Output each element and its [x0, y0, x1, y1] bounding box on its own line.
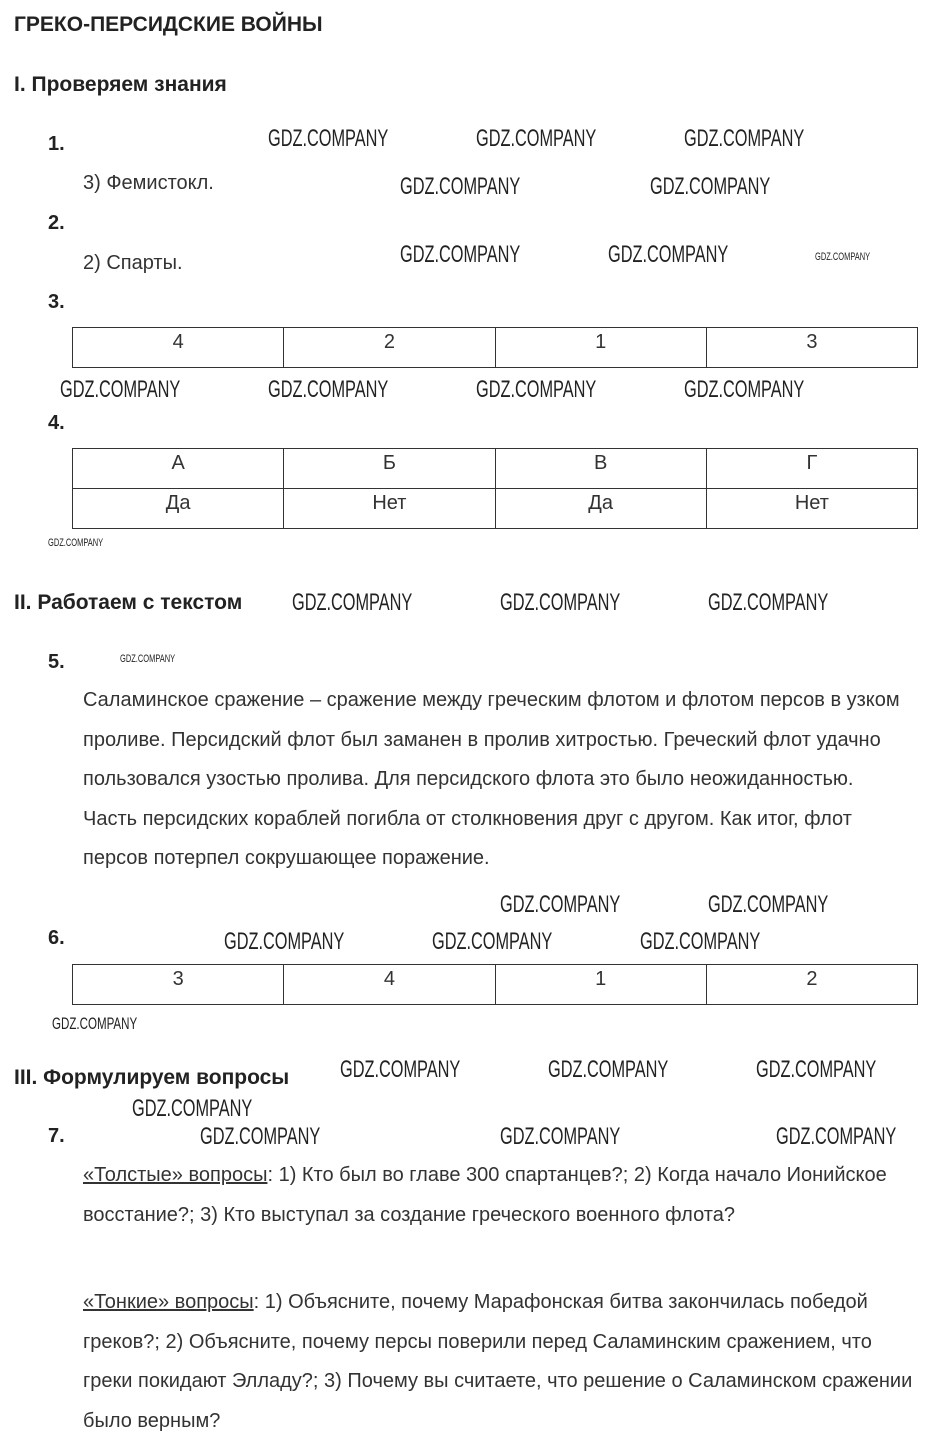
watermark: GDZ.COMPANY: [432, 928, 553, 955]
watermark: GDZ.COMPANY: [650, 173, 771, 200]
table-cell: 1: [495, 328, 706, 368]
table-cell: Нет: [706, 489, 917, 529]
section-1-heading: I. Проверяем знания: [14, 73, 227, 96]
thin-questions-text: : 1) Объясните, почему Марафонская битва закончилась победой греков?; 2) Объясните, почему персы поверили перед Саламинским сражением, что греки покидают Элладу?; 3) Почему вы считаете, что решение о Саламинском сражении было верным?: [83, 1291, 913, 1432]
page-title: ГРЕКО-ПЕРСИДСКИЕ ВОЙНЫ: [14, 13, 323, 36]
watermark: GDZ.COMPANY: [400, 173, 521, 200]
table-cell: Да: [495, 489, 706, 529]
table-cell: 4: [73, 328, 284, 368]
thick-questions: [83, 1156, 913, 1235]
watermark: GDZ.COMPANY: [52, 1014, 138, 1033]
question-5-number: 5.: [48, 651, 65, 673]
question-3-table: [72, 327, 918, 368]
table-header-cell: А: [73, 449, 284, 489]
table-header-cell: В: [495, 449, 706, 489]
watermark: GDZ.COMPANY: [476, 125, 597, 152]
watermark: GDZ.COMPANY: [548, 1056, 669, 1083]
watermark: GDZ.COMPANY: [684, 125, 805, 152]
question-6-table: [72, 964, 918, 1005]
question-5-answer: Саламинское сражение – сражение между греческим флотом и флотом персов в узком проливе. Персидский флот был заманен в пролив хитростью. Греческий флот удачно пользовался узостью пролива. Для персидского флота это было неожиданностью. Часть персидских кораблей погибла от столкновения друг с другом. Как итог, флот персов потерпел сокрушающее поражение.: [83, 689, 900, 869]
watermark: GDZ.COMPANY: [60, 376, 181, 403]
question-2-number: 2.: [48, 212, 65, 234]
watermark: GDZ.COMPANY: [340, 1056, 461, 1083]
question-6-number: 6.: [48, 927, 65, 949]
section-2-heading: II. Работаем с текстом: [14, 591, 243, 614]
watermark: GDZ.COMPANY: [48, 537, 104, 549]
watermark: GDZ.COMPANY: [200, 1123, 321, 1150]
question-3-number: 3.: [48, 291, 65, 313]
watermark: GDZ.COMPANY: [500, 891, 621, 918]
watermark: GDZ.COMPANY: [708, 589, 829, 616]
watermark: GDZ.COMPANY: [500, 1123, 621, 1150]
table-cell: Да: [73, 489, 284, 529]
question-2-answer: 2) Спарты.: [83, 252, 183, 274]
question-1-answer: 3) Фемистокл.: [83, 172, 214, 194]
watermark: GDZ.COMPANY: [132, 1095, 253, 1122]
watermark: GDZ.COMPANY: [708, 891, 829, 918]
watermark: GDZ.COMPANY: [400, 241, 521, 268]
question-7-number: 7.: [48, 1125, 65, 1147]
watermark: GDZ.COMPANY: [500, 589, 621, 616]
watermark: GDZ.COMPANY: [640, 928, 761, 955]
thin-questions-label: «Тонкие» вопросы: [83, 1291, 254, 1313]
watermark: GDZ.COMPANY: [815, 251, 871, 263]
table-cell: 4: [284, 965, 495, 1005]
table-cell: 1: [495, 965, 706, 1005]
watermark: GDZ.COMPANY: [684, 376, 805, 403]
table-cell: 3: [73, 965, 284, 1005]
table-cell: 2: [284, 328, 495, 368]
watermark: GDZ.COMPANY: [120, 653, 176, 665]
thick-questions-label: «Толстые» вопросы: [83, 1164, 268, 1186]
question-4-number: 4.: [48, 412, 65, 434]
question-1-number: 1.: [48, 133, 65, 155]
table-header-cell: Б: [284, 449, 495, 489]
thick-questions-text: : 1) Кто был во главе 300 спартанцев?; 2) Когда начало Ионийское восстание?; 3) Кто выступал за создание греческого военного флота?: [83, 1164, 887, 1226]
watermark: GDZ.COMPANY: [756, 1056, 877, 1083]
section-3-heading: III. Формулируем вопросы: [14, 1066, 290, 1089]
watermark: GDZ.COMPANY: [776, 1123, 897, 1150]
question-4-table: [72, 448, 918, 529]
table-header-cell: Г: [706, 449, 917, 489]
table-cell: 3: [706, 328, 917, 368]
watermark: GDZ.COMPANY: [268, 125, 389, 152]
watermark: GDZ.COMPANY: [224, 928, 345, 955]
watermark: GDZ.COMPANY: [292, 589, 413, 616]
thin-questions: [83, 1283, 913, 1441]
watermark: GDZ.COMPANY: [476, 376, 597, 403]
table-cell: Нет: [284, 489, 495, 529]
watermark: GDZ.COMPANY: [608, 241, 729, 268]
table-cell: 2: [706, 965, 917, 1005]
watermark: GDZ.COMPANY: [268, 376, 389, 403]
